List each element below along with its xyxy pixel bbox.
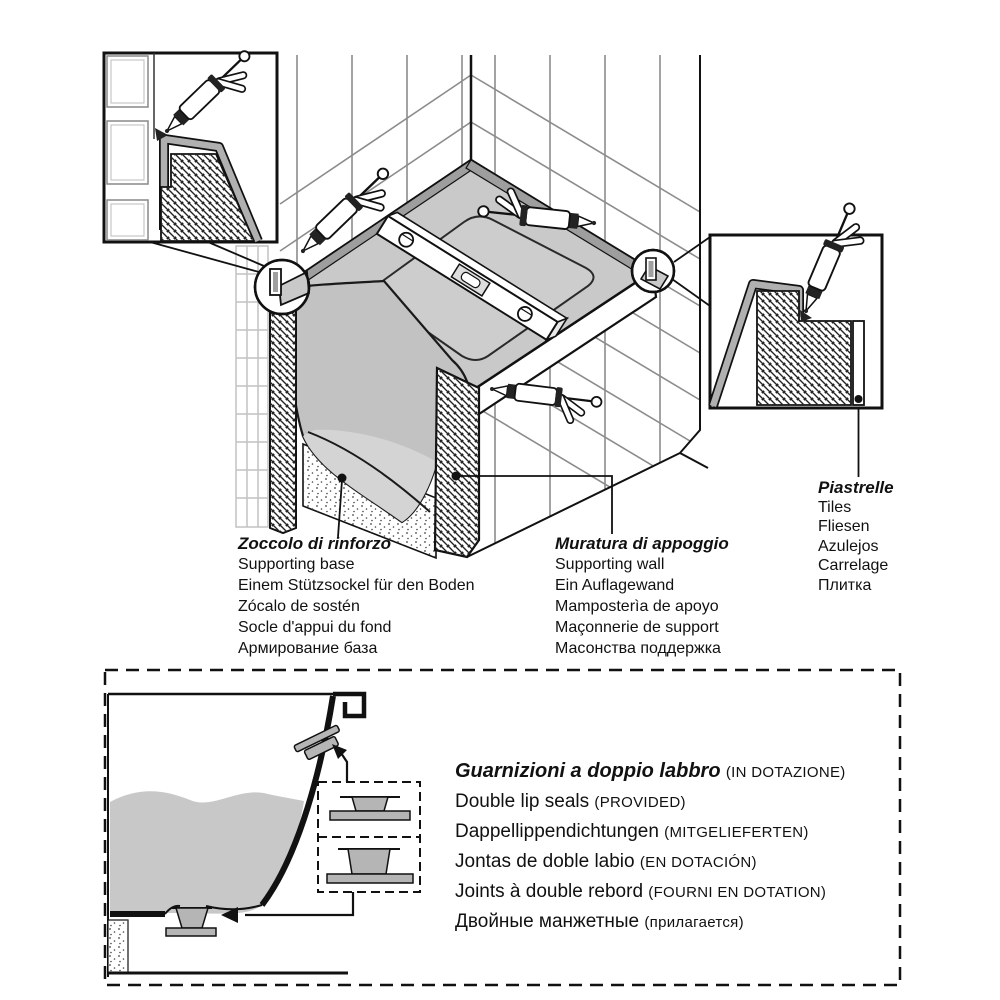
label-line: Carrelage (818, 557, 889, 574)
label-title: Muratura di appoggio (555, 534, 729, 553)
seal-line: Dappellippendichtungen (MITGELIEFERTEN) (455, 821, 809, 842)
label-line: Einem Stützsockel für den Boden (238, 577, 475, 594)
caulk-gun-front (487, 379, 603, 428)
leader-dot-supporting-wall (452, 472, 461, 481)
label-line: Azulejos (818, 537, 879, 555)
label-line: Maçonnerie de support (555, 619, 719, 636)
seal-line: Double lip seals (PROVIDED) (455, 791, 686, 812)
label-line: Mamposterìa de apoyo (555, 598, 719, 615)
seal-line: Jontas de doble labio (EN DOTACIÓN) (455, 851, 757, 872)
tile-strip (853, 321, 864, 405)
label-line: Tiles (818, 498, 852, 516)
front-support-hatch (435, 368, 479, 557)
seal-panel-text (455, 757, 846, 937)
label-line: Масонства поддержка (555, 640, 721, 657)
magnifier-circle-right (632, 250, 674, 292)
leader-dot-supporting-base (338, 474, 347, 483)
label-line: Плитка (818, 576, 872, 594)
footing-stipple (108, 920, 128, 973)
left-support-hatch (270, 291, 296, 533)
label-tiles (818, 478, 894, 595)
seal-line: Guarnizioni a doppio labbro (IN DOTAZIONE) (455, 760, 846, 782)
magnifier-circle-left (255, 260, 309, 314)
inset-detail-left (104, 45, 277, 242)
label-supporting-wall (555, 533, 729, 659)
label-line: Supporting wall (555, 556, 665, 573)
label-line: Fliesen (818, 518, 870, 535)
seal-detail-box (318, 782, 420, 892)
label-line: Ein Auflagewand (555, 577, 675, 594)
inset-detail-right (710, 200, 882, 408)
label-title: Piastrelle (818, 478, 894, 497)
label-line: Supporting base (238, 556, 355, 573)
seal-line: Joints à double rebord (FOURNI EN DOTATION) (455, 881, 827, 902)
seal-line: Двойные манжетные (прилагается) (455, 911, 744, 932)
label-title: Zoccolo di rinforzo (238, 534, 391, 553)
label-supporting-base (238, 533, 475, 659)
label-line: Армирование база (238, 640, 378, 657)
label-line: Socle d'appui du fond (238, 619, 392, 636)
leader-dot-tiles (855, 395, 863, 403)
label-line: Zócalo de sostén (238, 598, 360, 615)
